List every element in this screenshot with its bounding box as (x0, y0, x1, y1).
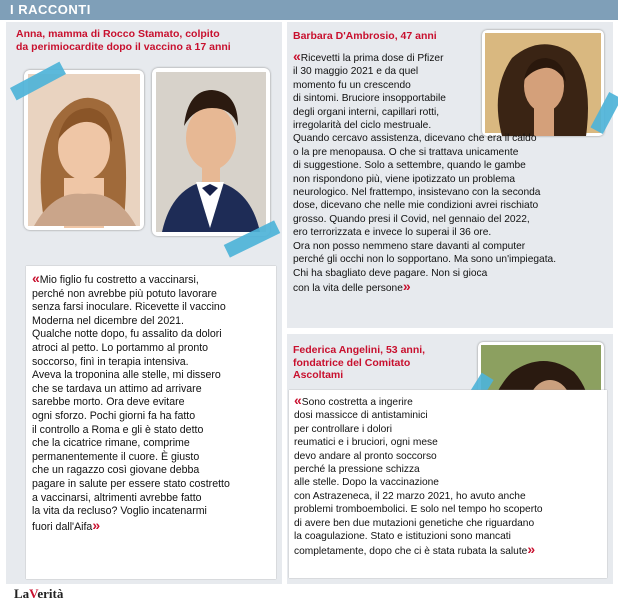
right-top-heading: Barbara D'Ambrosio, 47 anni (293, 30, 437, 42)
photo-anna-portrait (24, 70, 144, 230)
la-verita-logo (14, 586, 63, 602)
section-title: I RACCONTI (10, 2, 91, 17)
right-bottom-heading (293, 344, 483, 382)
right-top-quote-open-mark: « (293, 48, 301, 64)
left-quote-open-mark: « (32, 270, 40, 286)
right-bottom-heading-line-2: fondatrice del Comitato (293, 356, 411, 369)
right-bottom-heading-line-1: Federica Angelini, 53 anni, (293, 344, 426, 356)
right-top-quote (293, 50, 611, 295)
photo-rocco-portrait (152, 68, 270, 236)
right-bottom-quote-close-mark: » (527, 541, 536, 558)
left-quote-close-mark: » (92, 516, 101, 533)
right-top-quote-close-mark: » (402, 277, 411, 294)
right-bottom-heading-line-3: Ascoltami (293, 369, 344, 381)
left-heading-line-2: da perimiocardite dopo il vaccino a 17 anni (16, 40, 231, 53)
right-bottom-quote-body: Sono costretta a ingerire dosi massicce di antistaminici per controllare i dolori reumatici e i bruciori, ogni mese devo andare al pronto soccorso perché la pressione schizza alle stelle. Dopo la vaccinazione con Astrazeneca, il 22 marzo 2021, ho avuto anche problemi tromboembolici. E solo nel tempo ho scoperto di avere ben due mutazioni genetiche che riguardano la coagulazione. Stato e istituzioni sono mancati completamente, dopo che ci è stata rubata la salute (294, 397, 543, 558)
logo-la: La (14, 586, 30, 601)
right-bottom-quote (294, 394, 610, 559)
left-quote (32, 272, 278, 534)
left-quote-body: Mio figlio fu costretto a vaccinarsi, perché non avrebbe più potuto lavorare senza farsi inoculare. Ricevette il vaccino Moderna nel dicembre del 2021. Qualche notte dopo, fu assalito da dolori atroci al petto. Lo portammo al pronto soccorso, finì in terapia intensiva. Aveva la troponina alle stelle, mi dissero che se tardava un attimo ad arrivare sarebbe morto. Ora deve evitare ogni sforzo. Pochi giorni fa ha fatto il controllo a Roma e gli è stato detto che la cicatrice rimane, comprime permanentemente il cuore. È giusto che un ragazzo così giovane debba pagare in salute per essere stato costretto a vaccinarsi, altrimenti avrebbe fatto la vita da recluso? Voglio incatenarmi fuori dall'Aifa (32, 274, 230, 533)
right-bottom-quote-open-mark: « (294, 392, 302, 408)
section-header-bar (0, 0, 618, 20)
right-top-quote-body: Ricevetti la prima dose di Pfizer il 30 maggio 2021 e da quel momento fu un crescendo di sintomi. Bruciore insopportabile degli organi interni, capillari rotti, irregolarità del ciclo mestruale. Quando cercavo assistenza, dicevano che era il caldo o la pre menopausa. O che si trattava unicamente di suggestione. Solo a settembre, quando le gambe non rispondono più, viene ipotizzato un problema neurologico. Nel frattempo, insistevano con la seconda dose, dicevano che nelle mie condizioni avrei rischiato grosso. Quando presi il Covid, nel gennaio del 2022, ero terrorizzata e invece lo superai il 36 ore. Ora non posso nemmeno stare davanti al computer perché gli occhi non lo sopportano. Ma sono un'impiegata. Chi ha sbagliato deve pagare. Non si gioca con la vita delle persone (293, 53, 557, 294)
photo-rocco (152, 68, 270, 236)
logo-v: V (29, 586, 38, 601)
logo-rest: erità (37, 586, 64, 601)
left-heading-line-1: Anna, mamma di Rocco Stamato, colpito (16, 28, 220, 40)
photo-anna (24, 70, 144, 230)
left-heading (16, 28, 278, 53)
